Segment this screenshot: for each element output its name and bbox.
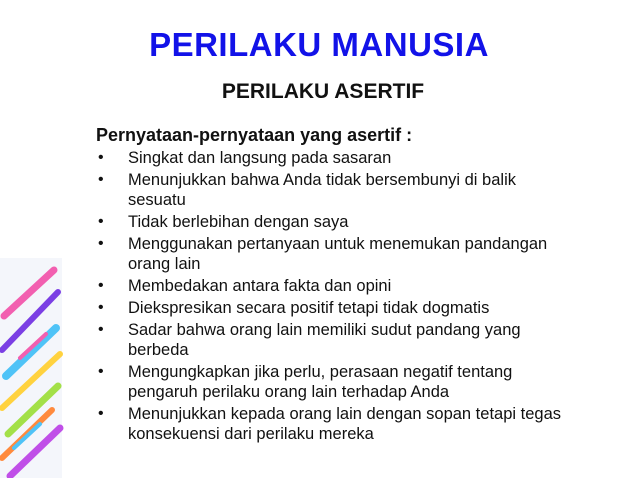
list-item-text: Menggunakan pertanyaan untuk menemukan pandangan orang lain: [128, 235, 548, 273]
bullet-list: [96, 148, 576, 446]
bullet-icon: •: [98, 277, 104, 294]
list-item-text: Menunjukkan kepada orang lain dengan sopan tetapi tegas konsekuensi dari perilaku mereka: [128, 405, 561, 443]
decorative-graphic: [0, 258, 66, 478]
bullet-icon: •: [98, 171, 104, 188]
bullet-icon: •: [98, 149, 104, 166]
slide-subtitle: PERILAKU ASERTIF: [221, 80, 425, 103]
list-item: [96, 170, 576, 210]
list-item-text: Menunjukkan bahwa Anda tidak bersembunyi di balik sesuatu: [128, 171, 516, 209]
list-item: [96, 276, 576, 296]
list-item-text: Tidak berlebihan dengan saya: [128, 213, 349, 231]
bullet-icon: •: [98, 363, 104, 380]
list-item: [96, 234, 576, 274]
list-item-text: Membedakan antara fakta dan opini: [128, 277, 392, 295]
list-item: [96, 404, 576, 444]
intro-heading: Pernyataan-pernyataan yang asertif :: [96, 125, 413, 145]
list-item-text: Diekspresikan secara positif tetapi tidak dogmatis: [128, 299, 490, 317]
bullet-icon: •: [98, 235, 104, 252]
list-item-text: Mengungkapkan jika perlu, perasaan negatif tentang pengaruh perilaku orang lain terhadap Anda: [128, 363, 513, 401]
bullet-icon: •: [98, 213, 104, 230]
bullet-icon: •: [98, 405, 104, 422]
list-item-text: Sadar bahwa orang lain memiliki sudut pandang yang berbeda: [128, 321, 521, 359]
list-item: [96, 298, 576, 318]
list-item-text: Singkat dan langsung pada sasaran: [128, 149, 392, 167]
list-item: [96, 320, 576, 360]
list-item: [96, 148, 576, 168]
bullet-icon: •: [98, 321, 104, 338]
list-item: [96, 212, 576, 232]
slide-title: PERILAKU MANUSIA: [149, 26, 489, 63]
list-item: [96, 362, 576, 402]
bullet-icon: •: [98, 299, 104, 316]
